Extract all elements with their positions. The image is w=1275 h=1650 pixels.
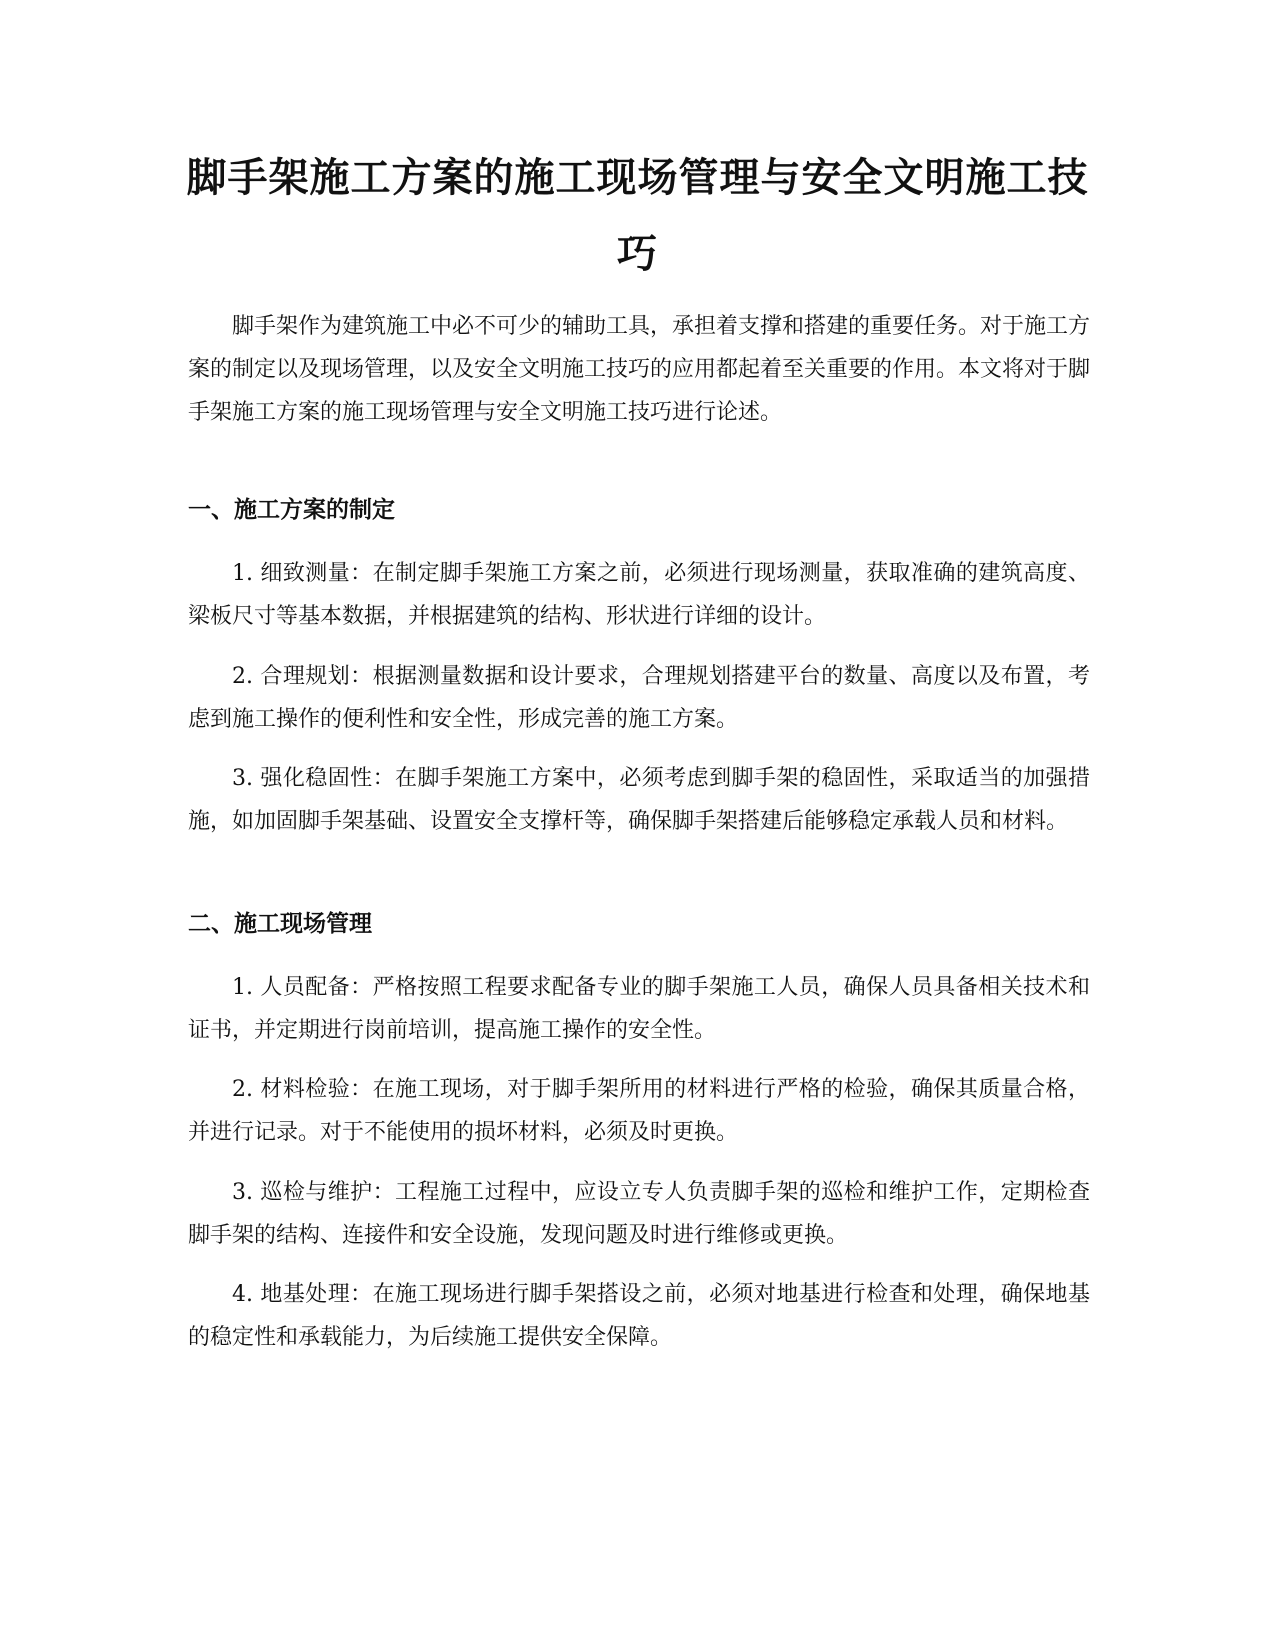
section-heading: 二、施工现场管理 <box>188 911 372 937</box>
list-item: 1. 人员配备：严格按照工程要求配备专业的脚手架施工人员，确保人员具备相关技术和证书，并定期进行岗前培训，提高施工操作的安全性。 <box>188 975 1090 1043</box>
list-item: 3. 巡检与维护：工程施工过程中，应设立专人负责脚手架的巡检和维护工作，定期检查脚手架的结构、连接件和安全设施，发现问题及时进行维修或更换。 <box>188 1180 1090 1248</box>
list-item: 2. 合理规划：根据测量数据和设计要求，合理规划搭建平台的数量、高度以及布置，考虑到施工操作的便利性和安全性，形成完善的施工方案。 <box>188 664 1090 732</box>
list-item: 4. 地基处理：在施工现场进行脚手架搭设之前，必须对地基进行检查和处理，确保地基的稳定性和承载能力，为后续施工提供安全保障。 <box>188 1282 1090 1350</box>
document-title: 脚手架施工方案的施工现场管理与安全文明施工技巧 <box>186 155 1089 277</box>
section-heading: 一、施工方案的制定 <box>188 497 395 523</box>
list-item: 2. 材料检验：在施工现场，对于脚手架所用的材料进行严格的检验，确保其质量合格，并进行记录。对于不能使用的损坏材料，必须及时更换。 <box>188 1077 1090 1145</box>
intro-paragraph: 脚手架作为建筑施工中必不可少的辅助工具，承担着支撑和搭建的重要任务。对于施工方案的制定以及现场管理，以及安全文明施工技巧的应用都起着至关重要的作用。本文将对于脚手架施工方案的施工现场管理与安全文明施工技巧进行论述。 <box>188 314 1091 425</box>
list-item: 3. 强化稳固性：在脚手架施工方案中，必须考虑到脚手架的稳固性，采取适当的加强措施，如加固脚手架基础、设置安全支撑杆等，确保脚手架搭建后能够稳定承载人员和材料。 <box>188 766 1090 834</box>
list-item: 1. 细致测量：在制定脚手架施工方案之前，必须进行现场测量，获取准确的建筑高度、梁板尺寸等基本数据，并根据建筑的结构、形状进行详细的设计。 <box>188 561 1090 629</box>
